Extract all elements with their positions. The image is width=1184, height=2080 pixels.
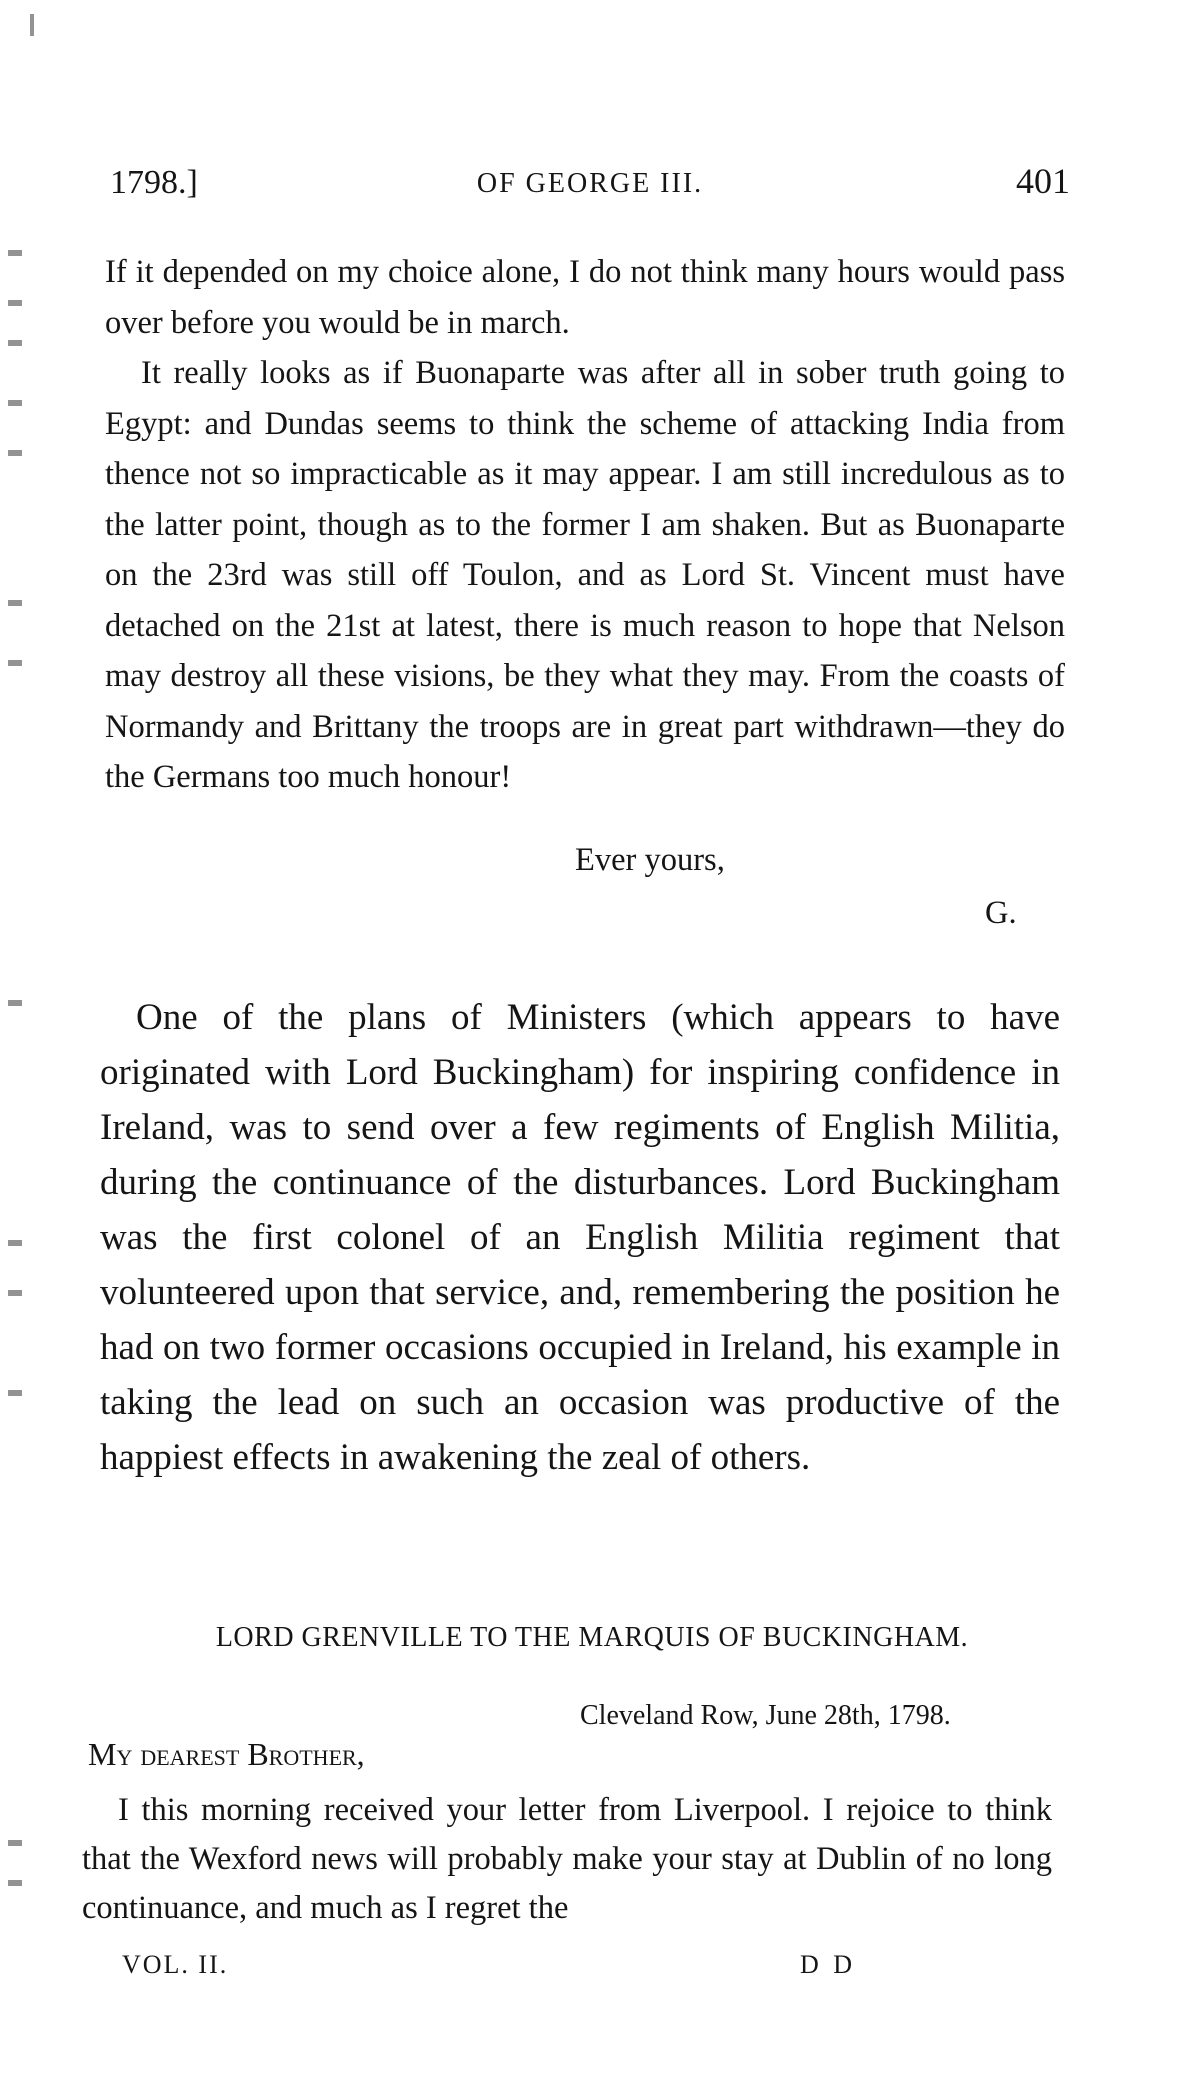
footer-signature-mark: D D <box>800 1950 857 1979</box>
header-year: 1798.] <box>110 164 198 201</box>
letter1-paragraph-1: If it depended on my choice alone, I do not think many hours would pass over before you would be in march. <box>105 254 1065 341</box>
letter1-paragraph-2: It really looks as if Buonaparte was after all in sober truth going to Egypt: and Dundas seems to think the scheme of attacking India from thence not so impracticable as it may appear. I am still incredulous as to the latter point, though as to the former I am shaken. But as Buonaparte on the 23rd was still off Toulon, and as Lord St. Vincent must have detached on the 21st at latest, there is much reason to hope that Nelson may destroy all these visions, be they what they may. From the coasts of Normandy and Brittany the troops are in great part withdrawn—they do the Germans too much honour! <box>105 355 1065 795</box>
letter2-salutation <box>88 1736 365 1773</box>
header-title: OF GEORGE III. <box>476 168 704 199</box>
letter2-date: Cleveland Row, June 28th, 1798. <box>580 1700 951 1731</box>
page-number: 401 <box>1016 161 1070 201</box>
footer-volume: VOL. II. <box>122 1950 229 1979</box>
letter2-body <box>82 1786 1052 1933</box>
narrative-text: One of the plans of Ministers (which appears to have originated with Lord Buckingham) for inspiring confidence in Ireland, was to send over a few regiments of English Militia, during the continuance of the disturbances. Lord Buckingham was the first colonel of an English Militia regiment that volunteered upon that service, and, remembering the position he had on two former occasions occupied in Ireland, his example in taking the lead on such an occasion was productive of the happiest effects in awakening the zeal of others. <box>100 997 1060 1478</box>
running-header <box>110 160 1070 210</box>
letter1-body <box>105 247 1065 803</box>
letter1-closing: Ever yours, <box>575 842 725 878</box>
letter2-paragraph: I this morning received your letter from Liverpool. I rejoice to think that the Wexford news will probably make your stay at Dublin of no long continuance, and much as I regret the <box>82 1792 1052 1926</box>
letter1-signature: G. <box>985 895 1017 931</box>
margin-scan-marks <box>0 0 60 2080</box>
narrative-paragraph <box>100 990 1060 1485</box>
letter2-title: LORD GRENVILLE TO THE MARQUIS OF BUCKINGHAM. <box>215 1622 969 1653</box>
salutation-text: My dearest Brother, <box>88 1736 365 1772</box>
